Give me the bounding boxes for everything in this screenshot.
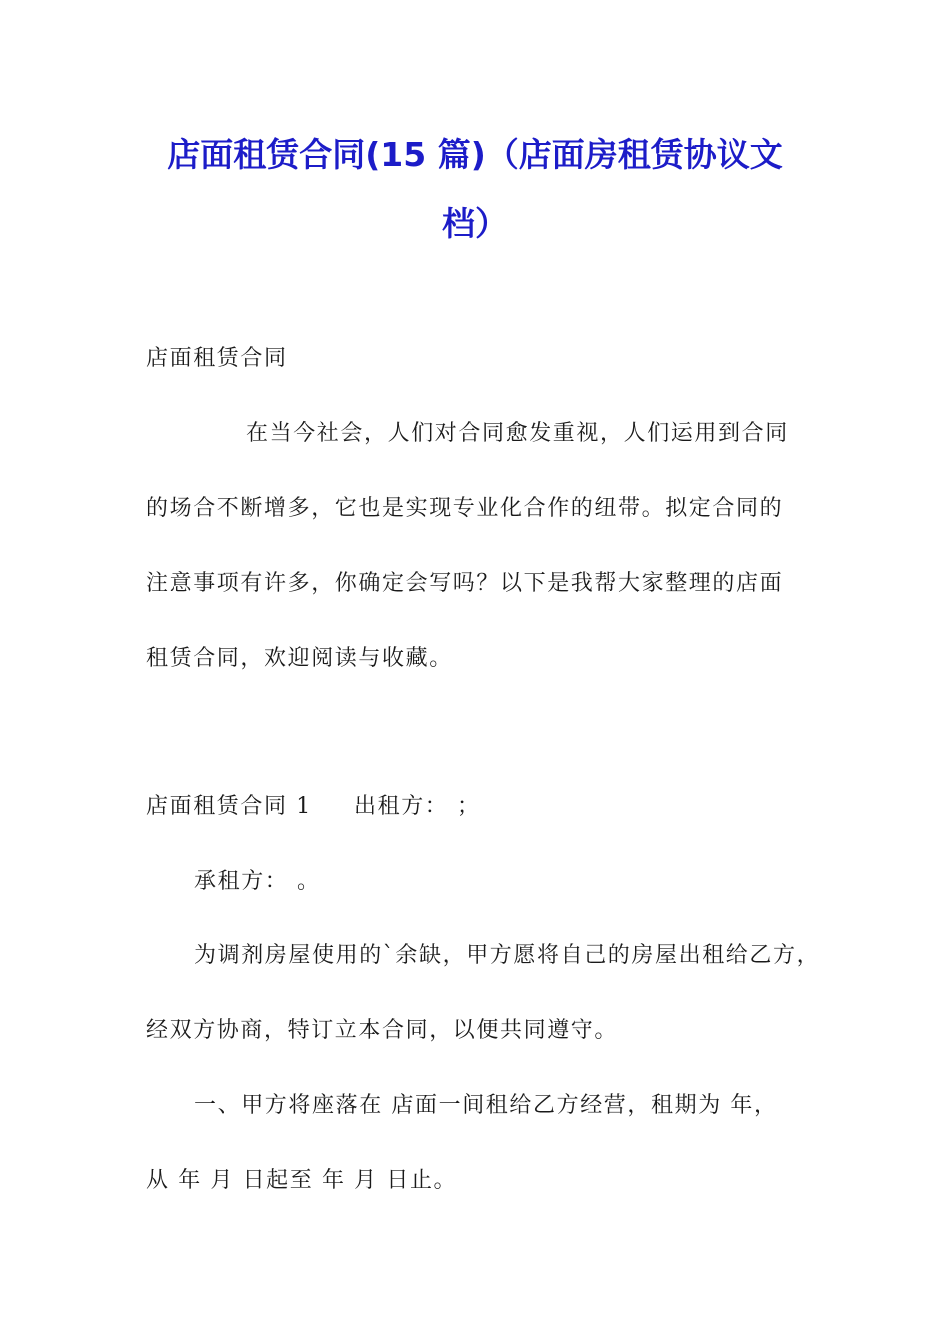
lessee-label: 承租方： 。 [194,869,321,894]
lessor-label: 出租方： ； [354,794,481,819]
body-line-4: 从 年 月 日起至 年 月 日止。 [146,1168,458,1193]
document-title-line-2: 档） [442,204,508,243]
body-line-2: 经双方协商，特订立本合同，以便共同遵守。 [146,1018,619,1043]
intro-paragraph-line-4: 租赁合同，欢迎阅读与收藏。 [146,646,453,671]
contract-1-heading: 店面租赁合同 1 [146,794,312,819]
body-line-3: 一、甲方将座落在 店面一间租给乙方经营，租期为 年， [194,1093,778,1118]
intro-paragraph-line-3: 注意事项有许多，你确定会写吗？以下是我帮大家整理的店面 [146,571,784,596]
section-heading: 店面租赁合同 [146,346,288,371]
document-title-line-1: 店面租赁合同(15 篇)（店面房租赁协议文 [167,135,783,174]
intro-paragraph-line-1: 在当今社会，人们对合同愈发重视，人们运用到合同 [246,421,789,446]
intro-paragraph-line-2: 的场合不断增多，它也是实现专业化合作的纽带。拟定合同的 [146,496,784,521]
body-line-1: 为调剂房屋使用的`余缺，甲方愿将自己的房屋出租给乙方， [194,943,821,968]
